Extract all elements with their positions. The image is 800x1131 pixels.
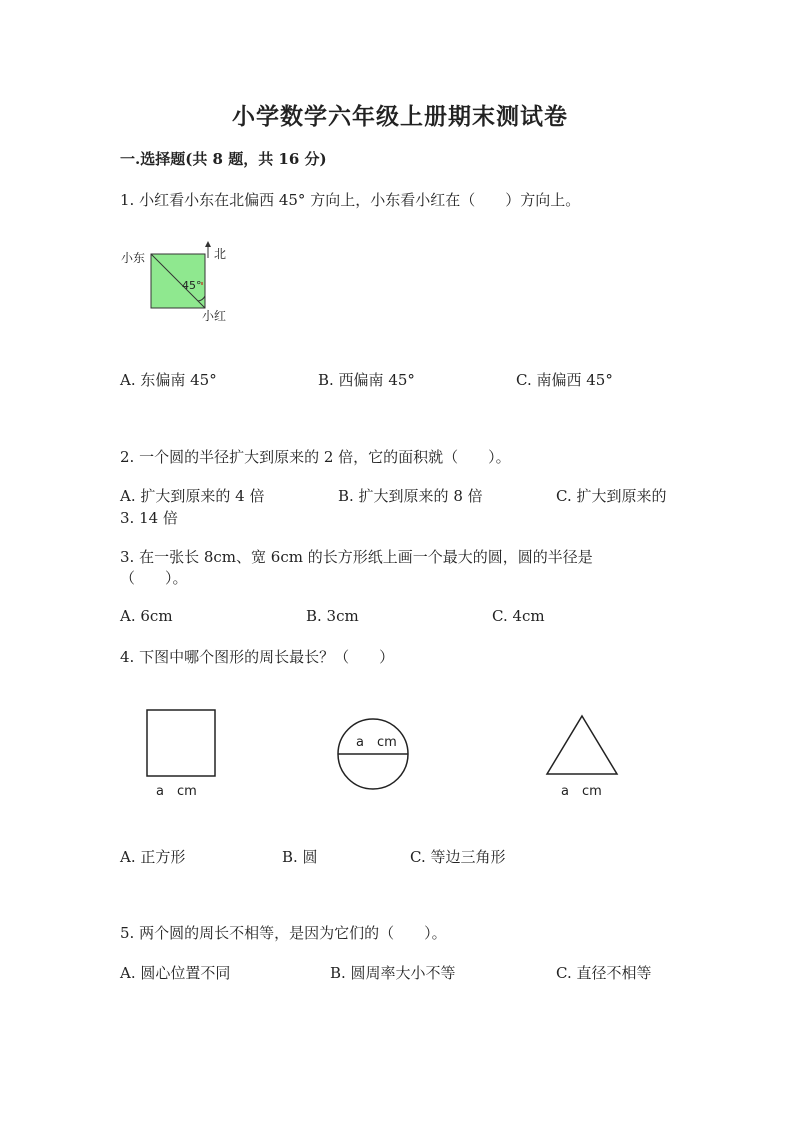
question-3-option-c: C. 4cm	[492, 607, 545, 625]
question-5-stem: 5. 两个圆的周长不相等，是因为它们的（ ）。	[120, 924, 447, 942]
label-angle: 45°	[182, 279, 202, 292]
question-2-option-c-continued: 3. 14 倍	[120, 509, 178, 527]
question-5-option-c: C. 直径不相等	[556, 964, 652, 982]
question-5-option-a: A. 圆心位置不同	[120, 964, 231, 982]
question-1-option-c: C. 南偏西 45°	[516, 371, 613, 389]
question-2-option-a: A. 扩大到原来的 4 倍	[120, 487, 265, 505]
circle-label: a cm	[356, 735, 397, 750]
label-xiaodong: 小东	[121, 251, 146, 265]
question-4-stem: 4. 下图中哪个图形的周长最长？（ ）	[120, 648, 395, 666]
north-arrow-icon	[205, 241, 211, 247]
question-4-option-b: B. 圆	[282, 848, 318, 866]
section-heading: 一.选择题(共 8 题，共 16 分)	[120, 150, 327, 168]
question-4-figure	[130, 700, 630, 810]
question-3-option-a: A. 6cm	[120, 607, 173, 625]
square-label: a cm	[156, 784, 197, 799]
question-2-option-c: C. 扩大到原来的	[556, 487, 667, 505]
question-2-option-b: B. 扩大到原来的 8 倍	[338, 487, 483, 505]
question-3-stem-line-2: （ ）。	[120, 569, 188, 587]
label-xiaohong: 小红	[202, 309, 227, 323]
triangle-shape	[547, 716, 617, 774]
question-1-stem: 1. 小红看小东在北偏西 45° 方向上，小东看小红在（ ）方向上。	[120, 191, 581, 209]
question-1-option-b: B. 西偏南 45°	[318, 371, 415, 389]
question-4-option-c: C. 等边三角形	[410, 848, 506, 866]
question-3-option-b: B. 3cm	[306, 607, 359, 625]
question-5-option-b: B. 圆周率大小不等	[330, 964, 456, 982]
page-title: 小学数学六年级上册期末测试卷	[232, 103, 568, 130]
label-north: 北	[214, 247, 227, 261]
question-1-option-a: A. 东偏南 45°	[120, 371, 217, 389]
question-1-figure	[118, 240, 248, 330]
question-4-option-a: A. 正方形	[120, 848, 186, 866]
question-2-stem: 2. 一个圆的半径扩大到原来的 2 倍，它的面积就（ ）。	[120, 448, 511, 466]
square-shape	[147, 710, 215, 776]
triangle-label: a cm	[561, 784, 602, 799]
question-3-stem-line-1: 3. 在一张长 8cm、宽 6cm 的长方形纸上画一个最大的圆，圆的半径是	[120, 548, 593, 566]
